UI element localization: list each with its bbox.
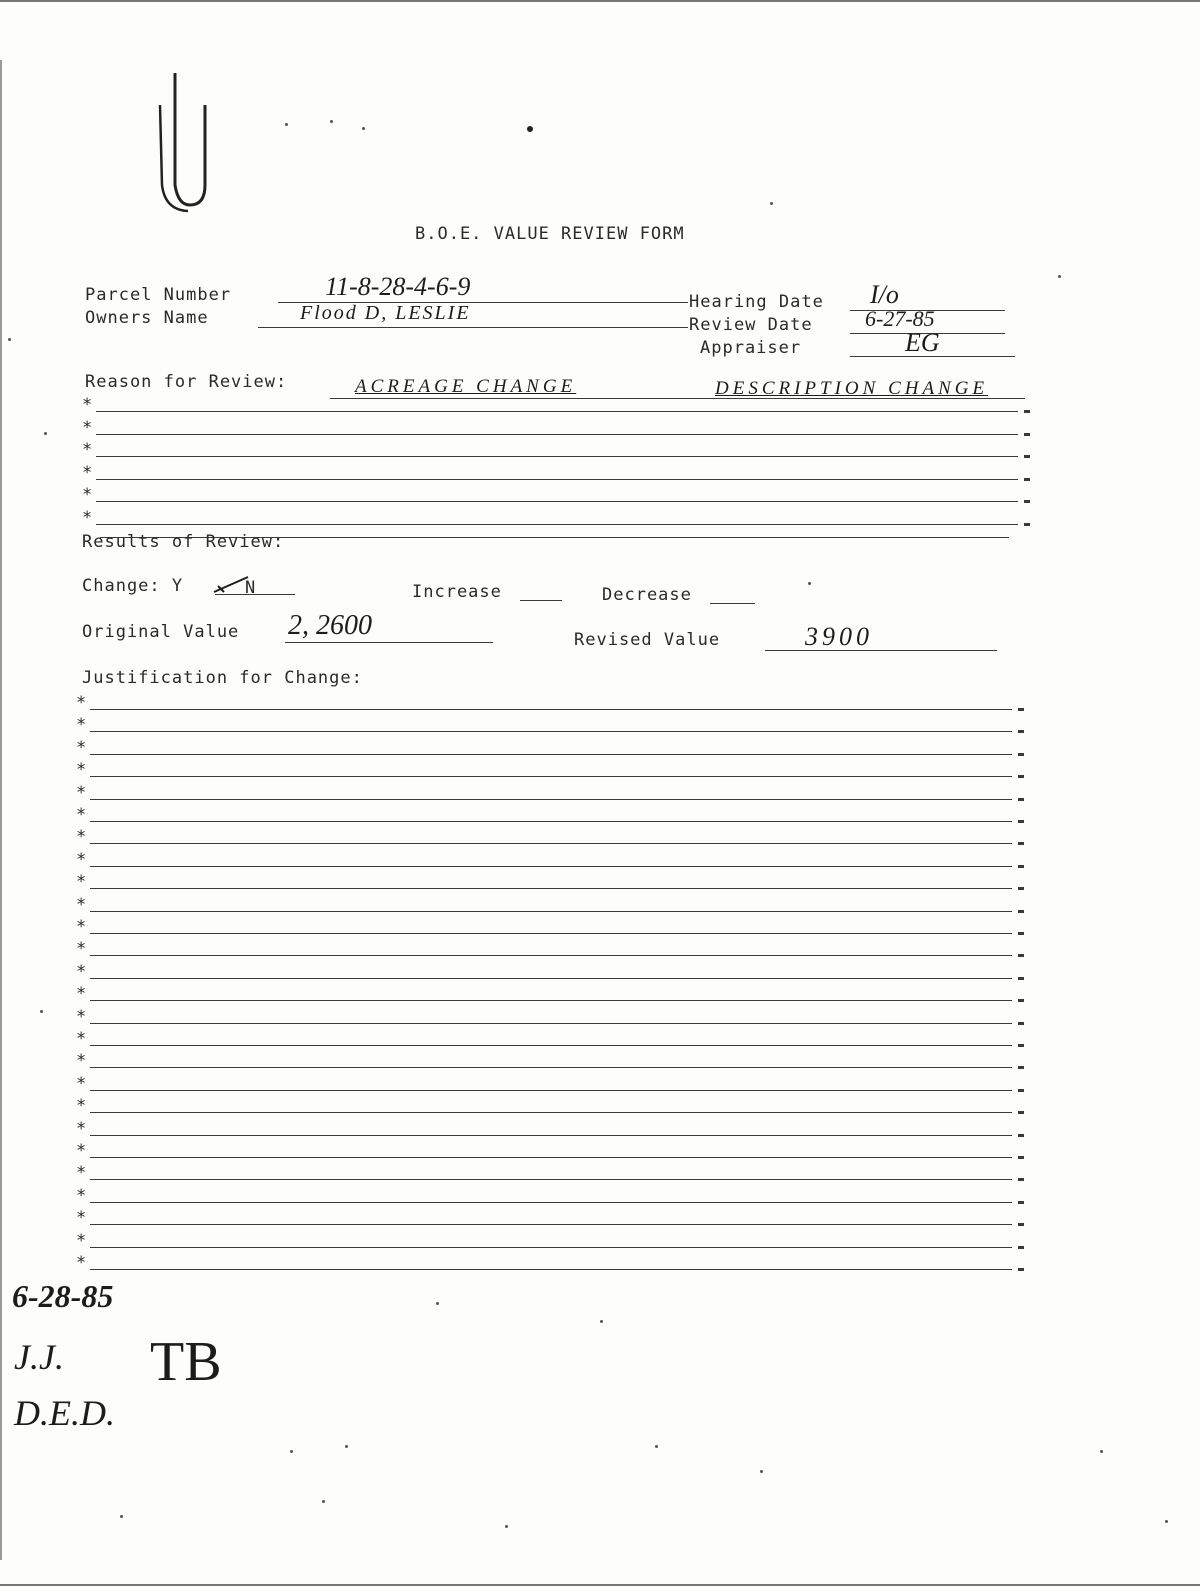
parcel-number-label: Parcel Number	[85, 285, 232, 305]
line-end-mark	[1024, 433, 1030, 436]
ruled-line-row	[76, 892, 1024, 914]
asterisk-bullet: *	[82, 440, 93, 460]
asterisk-bullet: *	[76, 1163, 87, 1183]
blank-line	[90, 1157, 1012, 1158]
line-end-mark	[1018, 730, 1024, 733]
line-end-mark	[1024, 410, 1030, 413]
ruled-line-row	[76, 1138, 1024, 1160]
ink-speck	[40, 1010, 43, 1013]
ink-speck	[120, 1515, 123, 1518]
ink-speck	[8, 338, 11, 341]
asterisk-bullet: *	[76, 850, 87, 870]
line-end-mark	[1018, 1111, 1024, 1114]
blank-line	[90, 866, 1012, 867]
blank-line	[90, 799, 1012, 800]
asterisk-bullet: *	[76, 1051, 87, 1071]
ink-speck	[655, 1445, 658, 1448]
blank-line	[96, 411, 1018, 412]
ruled-line-row	[76, 1093, 1024, 1115]
owners-name-line	[258, 327, 688, 328]
line-end-mark	[1018, 910, 1024, 913]
asterisk-bullet: *	[76, 917, 87, 937]
blank-line	[90, 843, 1012, 844]
line-end-mark	[1024, 523, 1030, 526]
ruled-line-row	[76, 981, 1024, 1003]
ruled-line-row	[76, 1160, 1024, 1182]
form-title: B.O.E. VALUE REVIEW FORM	[415, 224, 685, 244]
ruled-line-row	[76, 824, 1024, 846]
ink-speck	[808, 582, 811, 585]
hearing-date-value: I/o	[870, 280, 899, 309]
line-end-mark	[1018, 1178, 1024, 1181]
blank-line	[90, 709, 1012, 710]
asterisk-bullet: *	[76, 895, 87, 915]
blank-line	[90, 754, 1012, 755]
change-n-label: N	[245, 578, 257, 598]
ink-speck	[44, 432, 47, 435]
blank-line	[90, 1112, 1012, 1113]
owners-name-value: Flood D, LESLIE	[300, 302, 471, 324]
ruled-line-row	[82, 415, 1030, 437]
ruled-line-row	[76, 735, 1024, 757]
blank-line	[96, 434, 1018, 435]
reason-label: Reason for Review:	[85, 372, 288, 392]
blank-line	[90, 1269, 1012, 1270]
ink-speck	[436, 1302, 439, 1305]
line-end-mark	[1018, 1268, 1024, 1271]
asterisk-bullet: *	[76, 1096, 87, 1116]
asterisk-bullet: *	[76, 805, 87, 825]
ruled-line-row	[76, 780, 1024, 802]
ruled-line-row	[76, 1116, 1024, 1138]
blank-line	[90, 1224, 1012, 1225]
asterisk-bullet: *	[76, 962, 87, 982]
ink-speck	[362, 127, 365, 130]
annotation-date: 6-28-85	[12, 1278, 114, 1314]
appraiser-label: Appraiser	[700, 338, 802, 358]
change-label: Change: Y	[82, 576, 184, 596]
ruled-line-row	[76, 869, 1024, 891]
line-end-mark	[1018, 753, 1024, 756]
ruled-line-row	[76, 914, 1024, 936]
page-top-edge	[0, 0, 1200, 2]
line-end-mark	[1024, 455, 1030, 458]
asterisk-bullet: *	[76, 1186, 87, 1206]
ruled-line-row	[76, 1071, 1024, 1093]
asterisk-bullet: *	[82, 418, 93, 438]
ruled-line-row	[76, 959, 1024, 981]
ruled-line-row	[76, 1004, 1024, 1026]
blank-line	[90, 888, 1012, 889]
ink-speck	[330, 120, 333, 123]
line-end-mark	[1018, 708, 1024, 711]
asterisk-bullet: *	[76, 827, 87, 847]
asterisk-bullet: *	[76, 1141, 87, 1161]
hearing-date-label: Hearing Date	[689, 292, 824, 312]
asterisk-bullet: *	[82, 508, 93, 528]
asterisk-bullet: *	[76, 783, 87, 803]
ruled-line-row	[76, 757, 1024, 779]
ruled-line-row	[82, 482, 1030, 504]
ruled-line-row	[76, 1250, 1024, 1272]
asterisk-bullet: *	[76, 1029, 87, 1049]
line-end-mark	[1018, 1066, 1024, 1069]
ink-speck	[527, 126, 533, 132]
line-end-mark	[1024, 478, 1030, 481]
line-end-mark	[1018, 954, 1024, 957]
line-end-mark	[1018, 1246, 1024, 1249]
review-date-value: 6-27-85	[865, 306, 935, 331]
decrease-line	[710, 603, 755, 604]
increase-line	[520, 600, 562, 601]
annotation-initials-3: TB	[150, 1331, 222, 1393]
asterisk-bullet: *	[76, 1119, 87, 1139]
ruled-line-row	[76, 712, 1024, 734]
asterisk-bullet: *	[76, 872, 87, 892]
reason-value-acreage: ACREAGE CHANGE	[355, 376, 577, 397]
asterisk-bullet: *	[76, 984, 87, 1004]
asterisk-bullet: *	[82, 485, 93, 505]
asterisk-bullet: *	[76, 939, 87, 959]
increase-label: Increase	[412, 582, 502, 602]
original-value-label: Original Value	[82, 622, 240, 642]
ink-speck	[290, 1450, 293, 1453]
ink-speck	[505, 1525, 508, 1528]
line-end-mark	[1018, 977, 1024, 980]
revised-value-label: Revised Value	[574, 630, 721, 650]
asterisk-bullet: *	[76, 1253, 87, 1273]
blank-line	[90, 1179, 1012, 1180]
blank-line	[90, 1247, 1012, 1248]
reason-value-description: DESCRIPTION CHANGE	[715, 378, 989, 399]
results-label: Results of Review:	[82, 532, 285, 552]
line-end-mark	[1018, 887, 1024, 890]
original-value: 2, 2600	[288, 610, 372, 641]
blank-line	[90, 731, 1012, 732]
ruled-line-row	[82, 460, 1030, 482]
ink-speck	[322, 1500, 325, 1503]
ruled-line-row	[76, 936, 1024, 958]
blank-line	[90, 1135, 1012, 1136]
line-end-mark	[1018, 865, 1024, 868]
line-end-mark	[1018, 842, 1024, 845]
appraiser-value: EG	[905, 328, 940, 357]
asterisk-bullet: *	[76, 760, 87, 780]
blank-line	[96, 456, 1018, 457]
line-end-mark	[1018, 1134, 1024, 1137]
asterisk-bullet: *	[76, 1208, 87, 1228]
ink-speck	[1165, 1520, 1168, 1523]
blank-line	[90, 955, 1012, 956]
blank-line	[96, 479, 1018, 480]
ink-speck	[600, 1320, 603, 1323]
ruled-line-row	[82, 392, 1030, 414]
ink-speck	[1058, 275, 1061, 278]
original-value-line	[285, 642, 493, 643]
blank-line	[90, 1023, 1012, 1024]
line-end-mark	[1018, 999, 1024, 1002]
blank-line	[90, 776, 1012, 777]
blank-line	[96, 501, 1018, 502]
ink-speck	[345, 1445, 348, 1448]
line-end-mark	[1018, 1156, 1024, 1159]
ruled-line-row	[76, 847, 1024, 869]
revised-value-line	[765, 650, 997, 651]
line-end-mark	[1018, 1201, 1024, 1204]
ruled-line-row	[76, 1183, 1024, 1205]
blank-line	[90, 821, 1012, 822]
paperclip-icon	[150, 65, 220, 215]
justification-label: Justification for Change:	[82, 668, 363, 688]
review-date-label: Review Date	[689, 315, 813, 335]
annotation-initials-2: D.E.D.	[14, 1393, 115, 1433]
blank-line	[90, 1045, 1012, 1046]
ink-speck	[1100, 1450, 1103, 1453]
asterisk-bullet: *	[76, 693, 87, 713]
decrease-label: Decrease	[602, 585, 692, 605]
ink-speck	[285, 123, 288, 126]
asterisk-bullet: *	[76, 1231, 87, 1251]
blank-line	[90, 1202, 1012, 1203]
line-end-mark	[1018, 1044, 1024, 1047]
ink-speck	[770, 202, 773, 205]
asterisk-bullet: *	[76, 715, 87, 735]
line-end-mark	[1018, 1223, 1024, 1226]
revised-value: 3900	[805, 622, 873, 651]
asterisk-bullet: *	[76, 738, 87, 758]
ink-speck	[760, 1470, 763, 1473]
blank-line	[90, 933, 1012, 934]
line-end-mark	[1024, 500, 1030, 503]
ruled-line-row	[76, 1228, 1024, 1250]
line-end-mark	[1018, 798, 1024, 801]
parcel-number-value: 11-8-28-4-6-9	[325, 272, 471, 301]
asterisk-bullet: *	[76, 1074, 87, 1094]
ruled-line-row	[82, 437, 1030, 459]
line-end-mark	[1018, 820, 1024, 823]
page-left-edge	[0, 60, 2, 1560]
asterisk-bullet: *	[82, 395, 93, 415]
line-end-mark	[1018, 932, 1024, 935]
annotation-initials-1: J.J.	[14, 1337, 64, 1377]
blank-line	[90, 1067, 1012, 1068]
blank-line	[90, 978, 1012, 979]
asterisk-bullet: *	[76, 1007, 87, 1027]
blank-line	[90, 911, 1012, 912]
line-end-mark	[1018, 775, 1024, 778]
page-bottom-edge	[0, 1584, 1200, 1586]
blank-line	[90, 1090, 1012, 1091]
blank-line	[90, 1000, 1012, 1001]
asterisk-bullet: *	[82, 463, 93, 483]
line-end-mark	[1018, 1089, 1024, 1092]
ruled-line-row	[76, 690, 1024, 712]
line-end-mark	[1018, 1022, 1024, 1025]
ruled-line-row	[76, 1205, 1024, 1227]
owners-name-label: Owners Name	[85, 308, 209, 328]
ruled-line-row	[76, 1048, 1024, 1070]
ruled-line-row	[76, 1026, 1024, 1048]
ruled-line-row	[76, 802, 1024, 824]
